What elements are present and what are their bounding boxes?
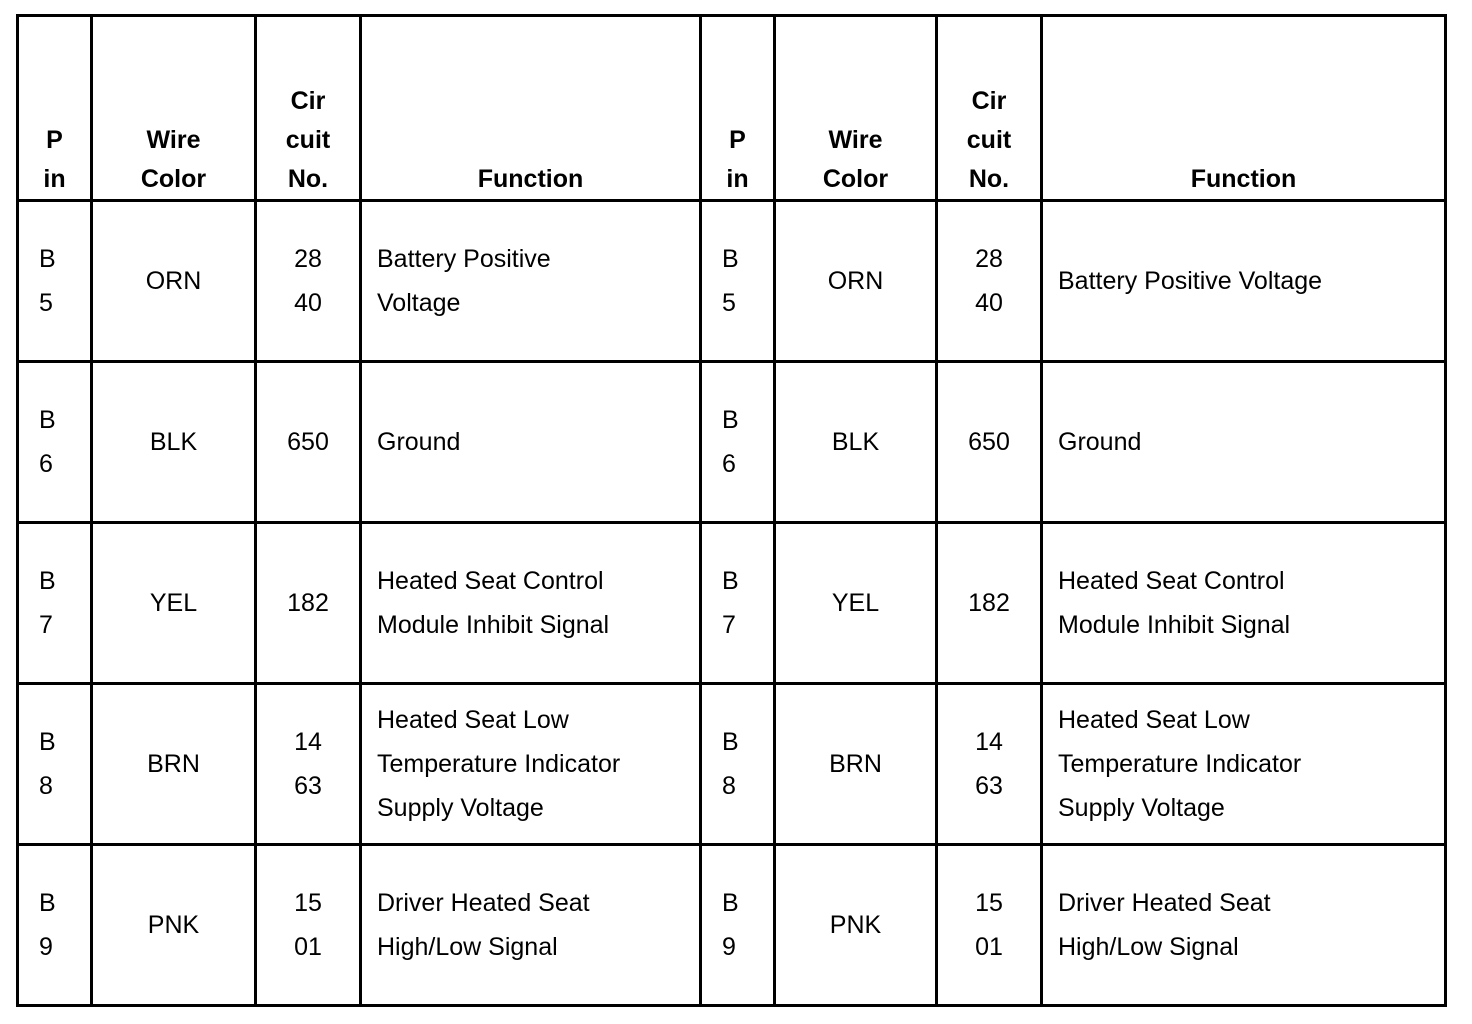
pin-cell-text: 9 bbox=[39, 933, 53, 961]
function-cell-text: Temperature Indicator bbox=[1058, 750, 1302, 778]
pin-cell bbox=[701, 362, 775, 523]
wire-color-cell-text: BRN bbox=[829, 750, 882, 778]
function-cell-text: High/Low Signal bbox=[1058, 933, 1239, 961]
pin-cell-text: 9 bbox=[722, 933, 736, 961]
table-body bbox=[18, 201, 1446, 1006]
function-cell-text: Heated Seat Low bbox=[377, 706, 569, 734]
header-text: Wire bbox=[146, 126, 201, 154]
function-cell bbox=[1042, 523, 1446, 684]
circuit-number-cell bbox=[937, 362, 1042, 523]
circuit-number-cell-text: 650 bbox=[968, 428, 1010, 456]
header-row bbox=[18, 16, 1446, 201]
circuit-number-cell-text: 650 bbox=[287, 428, 329, 456]
pin-cell-text: B bbox=[39, 567, 56, 595]
header-wire-color-left bbox=[92, 16, 256, 201]
circuit-number-cell-text: 28 bbox=[975, 245, 1003, 273]
connector-pinout-table bbox=[16, 14, 1447, 1007]
pin-cell bbox=[701, 684, 775, 845]
header-function-right bbox=[1042, 16, 1446, 201]
pin-cell-text: B bbox=[39, 728, 56, 756]
circuit-number-cell bbox=[256, 845, 361, 1006]
circuit-number-cell bbox=[256, 523, 361, 684]
header-circuit-number-right bbox=[937, 16, 1042, 201]
header-text: Cir bbox=[290, 87, 326, 115]
circuit-number-cell bbox=[937, 845, 1042, 1006]
pin-cell-text: 6 bbox=[39, 450, 53, 478]
wire-color-cell-text: YEL bbox=[149, 589, 198, 617]
circuit-number-cell bbox=[256, 201, 361, 362]
circuit-number-cell-text: 15 bbox=[294, 889, 322, 917]
wire-color-cell-text: PNK bbox=[829, 911, 882, 939]
header-text: No. bbox=[968, 165, 1010, 193]
function-cell bbox=[361, 523, 701, 684]
circuit-number-cell bbox=[937, 684, 1042, 845]
header-text: Color bbox=[140, 165, 207, 193]
header-text: Function bbox=[477, 165, 584, 193]
function-cell-text: Heated Seat Control bbox=[377, 567, 604, 595]
header-pin-left bbox=[18, 16, 92, 201]
pin-cell-text: 7 bbox=[39, 611, 53, 639]
pin-cell bbox=[701, 845, 775, 1006]
wire-color-cell bbox=[92, 684, 256, 845]
circuit-number-cell-text: 14 bbox=[975, 728, 1003, 756]
wire-color-cell bbox=[775, 684, 937, 845]
function-cell-text: Module Inhibit Signal bbox=[1058, 611, 1291, 639]
function-cell-text: Driver Heated Seat bbox=[1058, 889, 1271, 917]
function-cell bbox=[361, 362, 701, 523]
wire-color-cell-text: PNK bbox=[147, 911, 200, 939]
table-row bbox=[18, 362, 1446, 523]
pin-cell-text: B bbox=[39, 406, 56, 434]
pin-cell-text: 5 bbox=[722, 289, 736, 317]
header-text: in bbox=[726, 165, 749, 193]
function-cell-text: Heated Seat Low bbox=[1058, 706, 1250, 734]
function-cell-text: Voltage bbox=[377, 289, 461, 317]
circuit-number-cell bbox=[937, 201, 1042, 362]
circuit-number-cell-text: 63 bbox=[294, 772, 322, 800]
function-cell-text: Supply Voltage bbox=[377, 794, 544, 822]
circuit-number-cell-text: 01 bbox=[294, 933, 322, 961]
header-wire-color-right bbox=[775, 16, 937, 201]
header-function-left bbox=[361, 16, 701, 201]
circuit-number-cell-text: 40 bbox=[294, 289, 322, 317]
circuit-number-cell-text: 40 bbox=[975, 289, 1003, 317]
pin-cell bbox=[18, 201, 92, 362]
header-text: Function bbox=[1190, 165, 1297, 193]
wire-color-cell-text: BLK bbox=[831, 428, 880, 456]
circuit-number-cell-text: 182 bbox=[968, 589, 1010, 617]
pin-cell bbox=[701, 523, 775, 684]
pin-cell-text: 8 bbox=[722, 772, 736, 800]
wire-color-cell bbox=[92, 523, 256, 684]
function-cell bbox=[361, 845, 701, 1006]
wire-color-cell-text: BLK bbox=[149, 428, 198, 456]
circuit-number-cell-text: 28 bbox=[294, 245, 322, 273]
function-cell bbox=[361, 684, 701, 845]
pin-cell-text: B bbox=[39, 889, 56, 917]
header-text: Color bbox=[822, 165, 889, 193]
wire-color-cell-text: YEL bbox=[831, 589, 880, 617]
pin-cell bbox=[18, 684, 92, 845]
circuit-number-cell-text: 63 bbox=[975, 772, 1003, 800]
pin-cell-text: B bbox=[722, 728, 739, 756]
wire-color-cell bbox=[775, 523, 937, 684]
circuit-number-cell bbox=[256, 684, 361, 845]
pin-cell-text: 8 bbox=[39, 772, 53, 800]
pin-cell bbox=[18, 523, 92, 684]
table-row bbox=[18, 523, 1446, 684]
function-cell-text: Temperature Indicator bbox=[377, 750, 621, 778]
table-row bbox=[18, 684, 1446, 845]
header-circuit-number-left bbox=[256, 16, 361, 201]
pin-cell bbox=[18, 845, 92, 1006]
header-text: cuit bbox=[966, 126, 1012, 154]
pin-cell-text: B bbox=[722, 889, 739, 917]
wire-color-cell bbox=[775, 845, 937, 1006]
function-cell bbox=[1042, 201, 1446, 362]
circuit-number-cell bbox=[937, 523, 1042, 684]
header-text: Wire bbox=[828, 126, 883, 154]
wire-color-cell bbox=[92, 201, 256, 362]
wire-color-cell bbox=[92, 362, 256, 523]
function-cell-text: High/Low Signal bbox=[377, 933, 558, 961]
pin-cell bbox=[18, 362, 92, 523]
header-text: P bbox=[729, 126, 746, 154]
function-cell bbox=[361, 201, 701, 362]
circuit-number-cell-text: 15 bbox=[975, 889, 1003, 917]
pin-cell-text: B bbox=[39, 245, 56, 273]
table-row bbox=[18, 845, 1446, 1006]
circuit-number-cell-text: 14 bbox=[294, 728, 322, 756]
pin-cell-text: 6 bbox=[722, 450, 736, 478]
pin-cell-text: 5 bbox=[39, 289, 53, 317]
wire-color-cell bbox=[775, 201, 937, 362]
header-text: P bbox=[46, 126, 63, 154]
function-cell-text: Ground bbox=[1058, 428, 1142, 456]
function-cell-text: Supply Voltage bbox=[1058, 794, 1225, 822]
pin-cell-text: B bbox=[722, 406, 739, 434]
wire-color-cell bbox=[92, 845, 256, 1006]
function-cell-text: Battery Positive bbox=[377, 245, 551, 273]
circuit-number-cell-text: 182 bbox=[287, 589, 329, 617]
header-text: cuit bbox=[285, 126, 331, 154]
header-pin-right bbox=[701, 16, 775, 201]
pin-cell-text: B bbox=[722, 245, 739, 273]
function-cell bbox=[1042, 845, 1446, 1006]
header-text: Cir bbox=[971, 87, 1007, 115]
table-row bbox=[18, 201, 1446, 362]
wire-color-cell-text: ORN bbox=[827, 267, 884, 295]
header-text: in bbox=[43, 165, 66, 193]
function-cell-text: Heated Seat Control bbox=[1058, 567, 1285, 595]
pin-cell-text: 7 bbox=[722, 611, 736, 639]
wire-color-cell bbox=[775, 362, 937, 523]
pin-cell-text: B bbox=[722, 567, 739, 595]
function-cell bbox=[1042, 684, 1446, 845]
header-text: No. bbox=[287, 165, 329, 193]
function-cell-text: Ground bbox=[377, 428, 461, 456]
function-cell-text: Battery Positive Voltage bbox=[1058, 267, 1323, 295]
wire-color-cell-text: BRN bbox=[147, 750, 200, 778]
function-cell bbox=[1042, 362, 1446, 523]
circuit-number-cell bbox=[256, 362, 361, 523]
wire-color-cell-text: ORN bbox=[145, 267, 202, 295]
pin-cell bbox=[701, 201, 775, 362]
circuit-number-cell-text: 01 bbox=[975, 933, 1003, 961]
function-cell-text: Driver Heated Seat bbox=[377, 889, 590, 917]
function-cell-text: Module Inhibit Signal bbox=[377, 611, 610, 639]
